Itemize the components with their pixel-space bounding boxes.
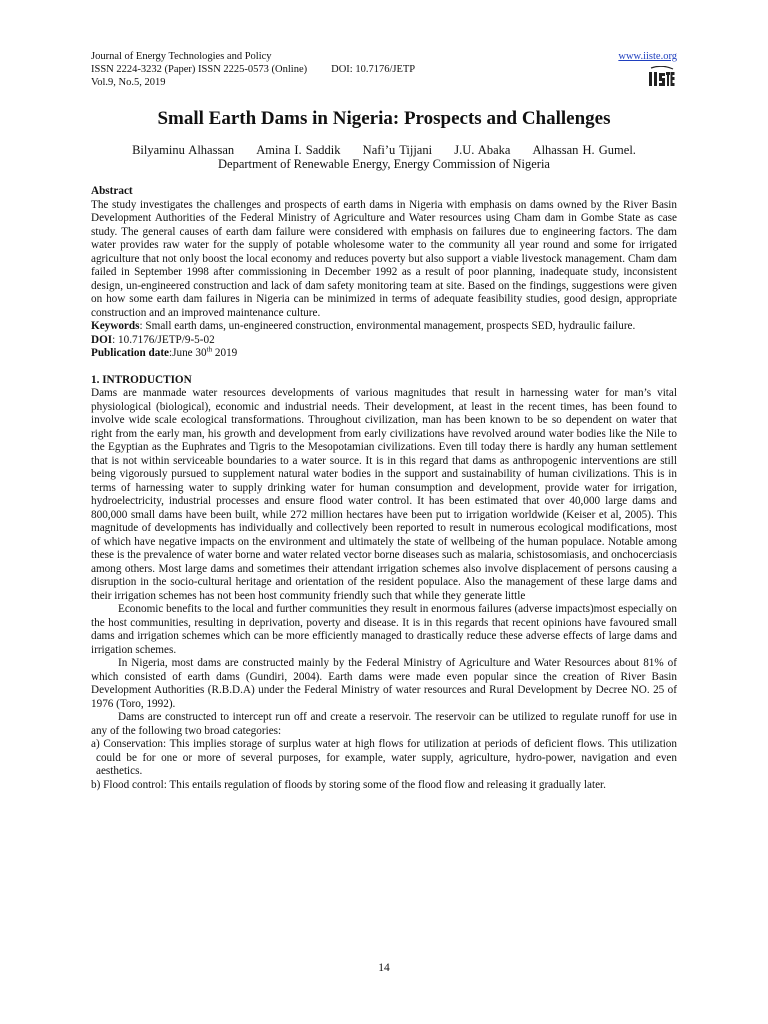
doi-value: : 10.7176/JETP/9-5-02 [112, 333, 215, 346]
author: Bilyaminu Alhassan [132, 143, 235, 157]
intro-paragraph-2: Economic benefits to the local and further communities they result in enormous failures (adverse impacts)most especially on the host communities, resulting in deprivation, poverty and disease. It is in this regards that recent opinions have favoured small dams and irrigation schemes which can be more efficiently managed to drastically reduce these adverse effects of large dams and irrigation schemes. [91, 603, 677, 656]
author: Alhassan H. Gumel. [532, 143, 636, 157]
issn: ISSN 2224-3232 (Paper) ISSN 2225-0573 (Online) [91, 64, 308, 75]
pubdate-sup: th [206, 345, 213, 354]
journal-header [91, 50, 677, 89]
paper-body [91, 185, 677, 792]
pubdate-label: Publication date [91, 347, 170, 359]
intro-paragraph-1: Dams are manmade water resources developments of various magnitudes that result in harnessing water for man’s vital physiological (biological), economic and industrial needs. Their development, at least in the recent times, has been found to involve wide scale ecological transformations. Throughout civilization, man has been known to be so dependent on water that right from the early man, his growth and development from early civilizations have revolved around water bodies like the Nile to the Egyptian as the Euphrates and Tigris to the Mesopotamian civilizations. Even till today there is hardly any human settlement that is not within serviceable boundaries to a water source. It is in this regard that dams as anthropogenic interventions are still being vigorously pursued to supplement natural water bodies in the support and sustainability of human civilizations. This is in terms of harnessing water to supply drinking water for human consumption and development, provide water for irrigation, hydroelectricity, industrial processes and ensure flood water control. It has been estimated that over 40,000 large dams and 800,000 small dams have been built, while 272 million hectares have been put to irrigation worldwide (Keiser et al, 2005). This magnitude of developments has individually and collectively been reported to result in numerous ecological modifications, most of which have negative impacts on the environment and ultimately the state of wellbeing of the human populace. Notable among these is the prevalence of water borne and water related vector borne diseases such as malaria, schistosomiasis, and onchocerciasis among others. Most large dams and sometimes their attendant irrigation schemes also involve displacement of persons causing a disruption in the socio-cultural heritage and orientation of the resident populace. Also the management of these large dams and their irrigation schemes has not been host community friendly such that while they generate little [91, 387, 677, 602]
publication-date [91, 347, 677, 361]
author: J.U. Abaka [454, 143, 511, 157]
journal-doi: DOI: 10.7176/JETP [331, 64, 416, 75]
page-number: 14 [378, 962, 390, 974]
keywords [91, 320, 677, 334]
keywords-label: Keywords [91, 320, 140, 332]
affiliation: Department of Renewable Energy, Energy Commission of Nigeria [218, 157, 550, 171]
article-doi [91, 334, 677, 348]
list-item: b) Flood control: This entails regulation of floods by storing some of the flood flow and releasing it gradually later. [91, 778, 606, 791]
journal-name: Journal of Energy Technologies and Policy [91, 51, 272, 62]
pubdate-year: 2019 [212, 347, 238, 359]
author: Amina I. Saddik [256, 143, 341, 157]
list-item: a) Conservation: This implies storage of surplus water at high flows for utilization at periods of deficient flows. This utilization could be for one or more of several purposes, for example, water supply, agriculture, hydro-power, navigation and even aesthetics. [91, 738, 677, 777]
pubdate-value: :June 30 [169, 347, 207, 359]
intro-paragraph-4: Dams are constructed to intercept run off and create a reservoir. The reservoir can be utilized to regulate runoff for use in any of the following two broad categories: [91, 711, 677, 737]
doi-label: DOI [91, 333, 113, 346]
abstract-text: The study investigates the challenges and prospects of earth dams in Nigeria with emphasis on dams owned by the River Basin Development Authorities of the Federal Ministry of Agriculture and Water resources using Cham dam in Gombe State as case study. The general causes of earth dam failure were considered with emphasis on failures due to engineering factors. The dam water provides raw water for the supply of potable wholesome water to the community all year round and some for irrigated agriculture that not only boost the local economy and reduces poverty but also support a viable livestock management. Cham dam failed in September 1998 after commissioning in December 1992 as a result of poor planning, inadequate study, inconsistent design, un-engineered construction and lack of dam safety monitoring team at site. Based on the findings, suggestions were given on how some earth dam failures in Nigeria can be minimized in terms of adequate feasibility studies, good design, appropriate construction and an improved maintenance culture. [91, 198, 677, 319]
issn-row [91, 63, 677, 76]
author: Nafi’u Tijjani [362, 143, 433, 157]
section-heading: 1. INTRODUCTION [91, 373, 192, 386]
volume: Vol.9, No.5, 2019 [91, 77, 166, 88]
paper-title: Small Earth Dams in Nigeria: Prospects and Challenges [157, 108, 611, 129]
author-list [91, 143, 677, 158]
intro-paragraph-3: In Nigeria, most dams are constructed mainly by the Federal Ministry of Agriculture and Water Resources about 81% of which consisted of earth dams (Gundiri, 2004). Earth dams were made even popular since the creation of River Basin Development Authorities (R.B.D.A) under the Federal Ministry of water resources and Rural Development by Decree NO. 25 of 1976 (Toro, 1992). [91, 657, 677, 710]
iiste-logo-icon [649, 66, 675, 88]
category-list [91, 738, 677, 792]
abstract-heading: Abstract [91, 185, 133, 197]
keywords-text: : Small earth dams, un-engineered construction, environmental management, prospects SED, hydraulic failure. [139, 320, 636, 332]
journal-site-link[interactable]: www.iiste.org [618, 51, 677, 62]
